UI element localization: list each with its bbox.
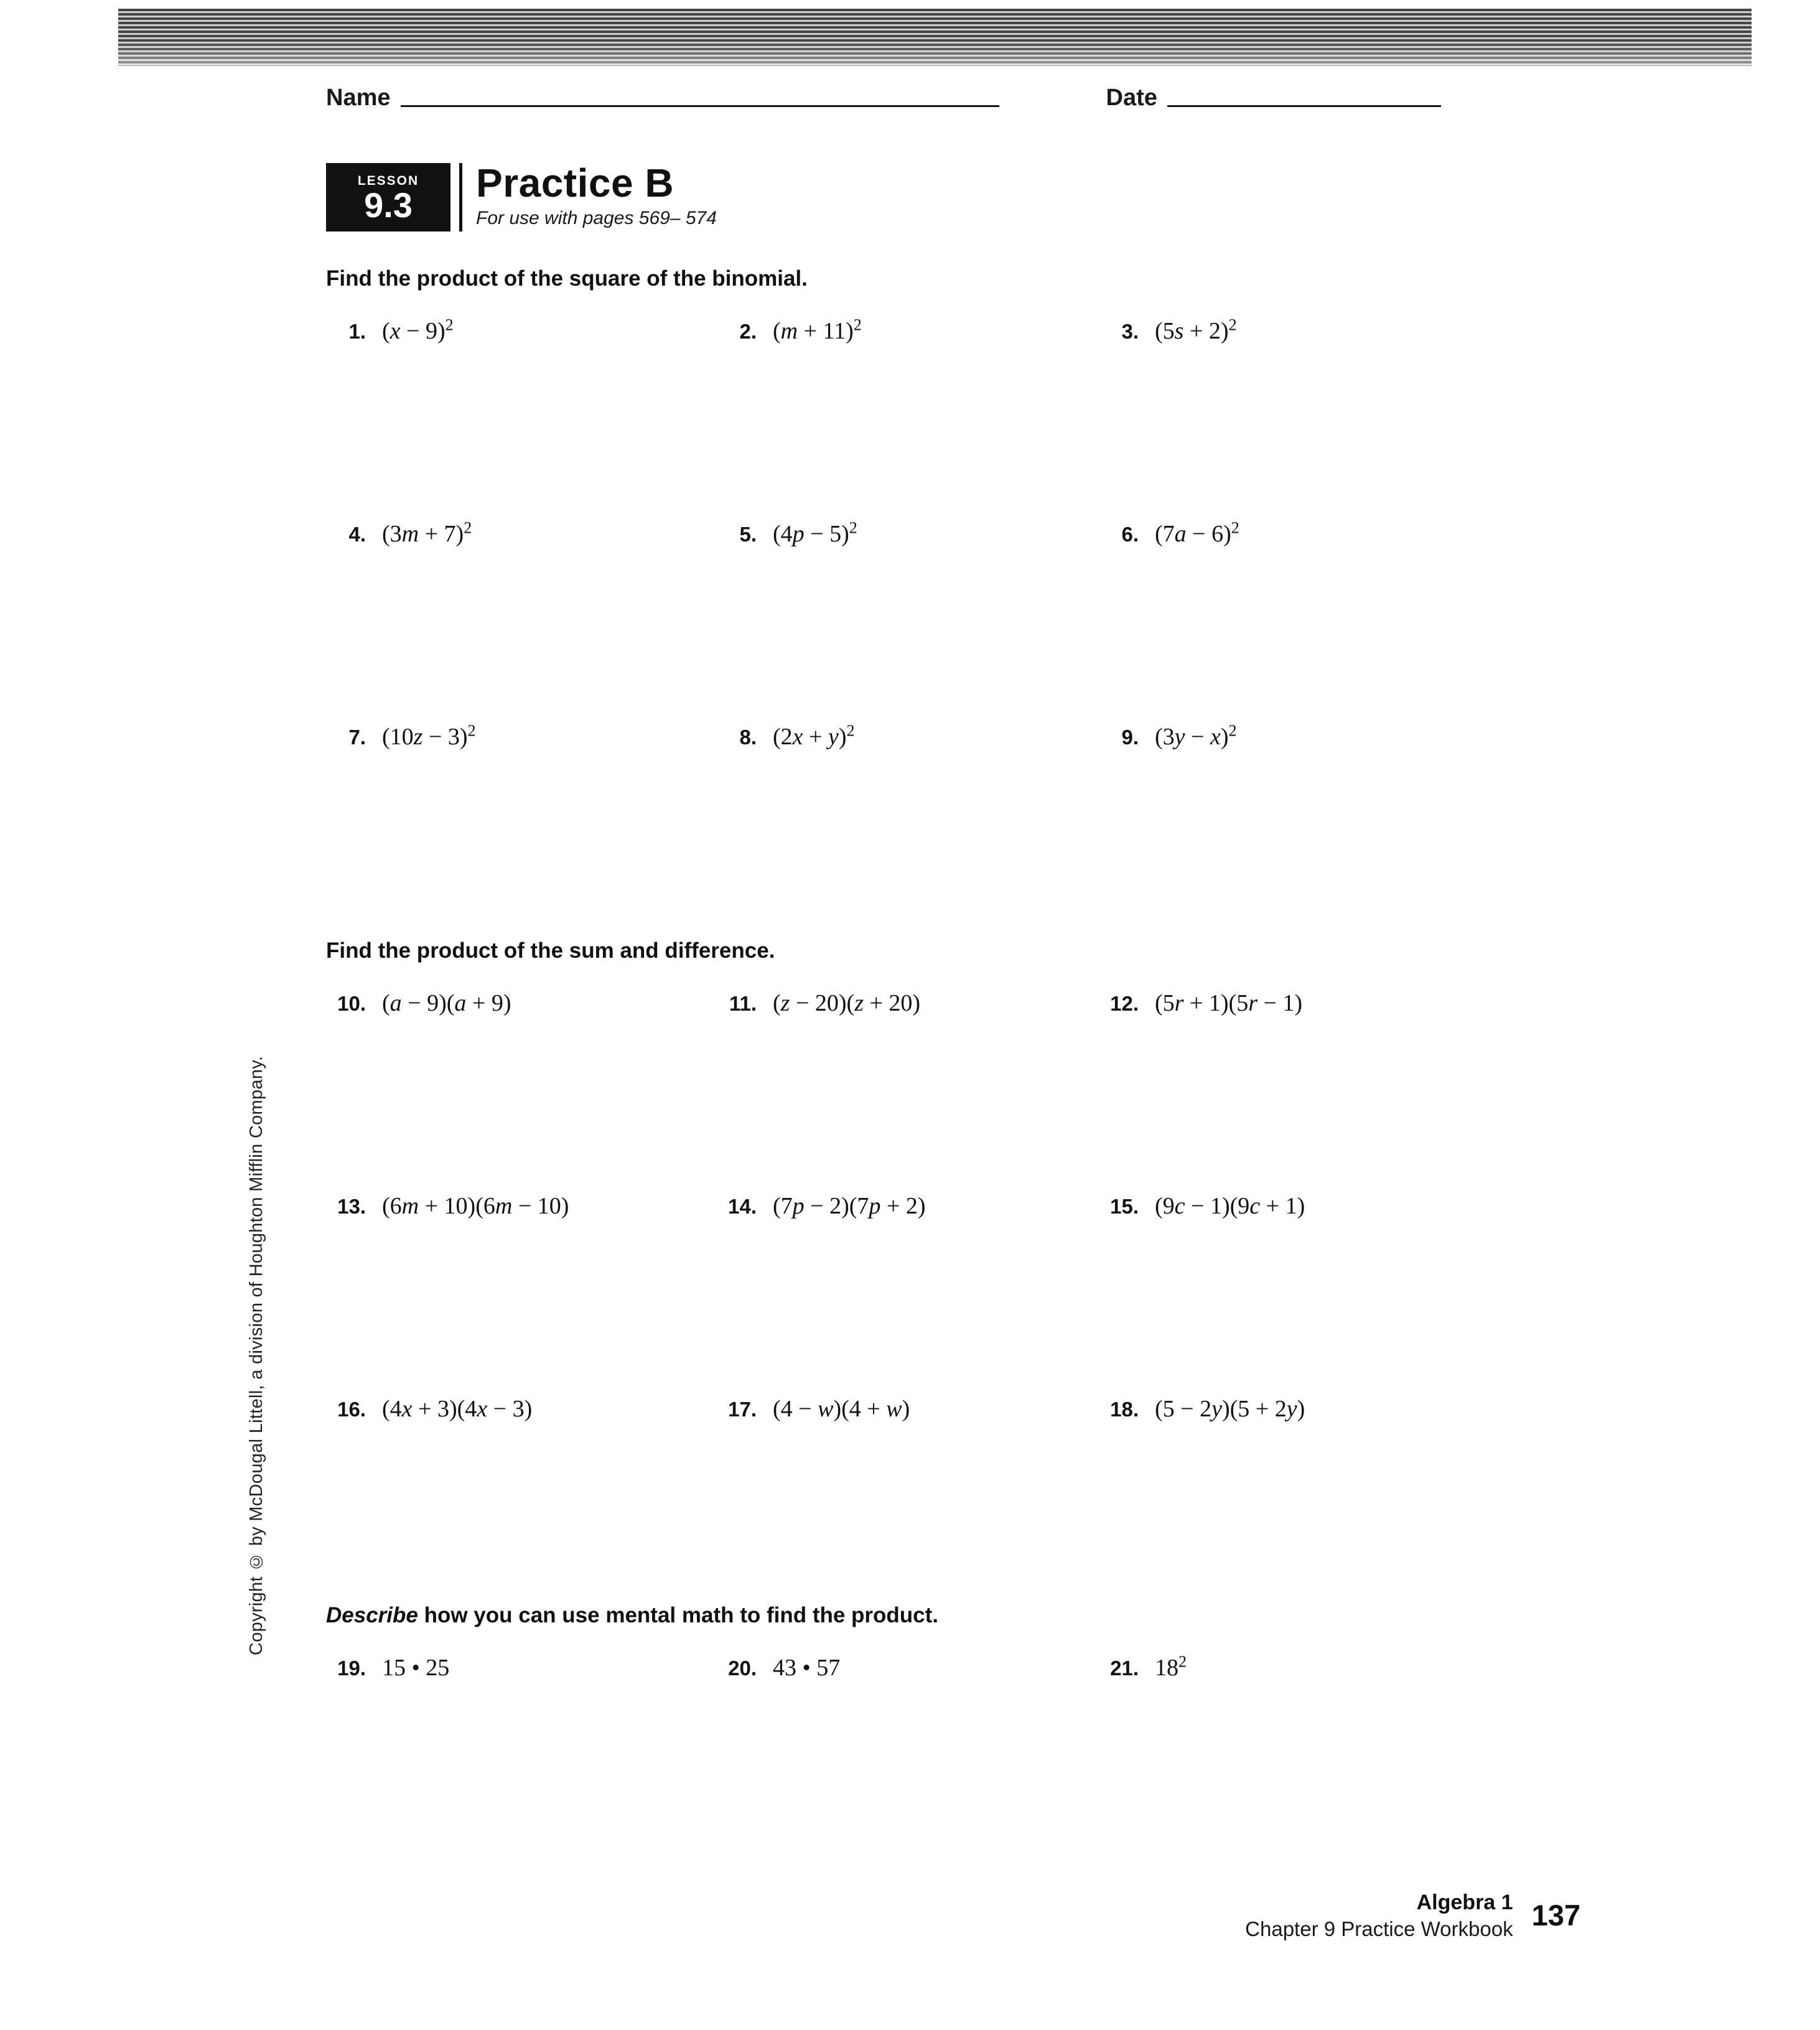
problem-item [326, 1395, 532, 1423]
lesson-badge [326, 163, 450, 232]
section-heading-text: Find the product of the sum and difference. [326, 938, 775, 963]
section-heading-text: Find the product of the square of the binomial. [326, 266, 808, 291]
problem-number: 7. [348, 726, 366, 749]
problem-expression: $(2x + y)^2$ [773, 721, 855, 751]
problem-expression: (9c − 1)(9c + 1) [1155, 1193, 1305, 1220]
problem-number: 13. [337, 1195, 366, 1218]
title-text [459, 163, 717, 232]
book-title: Algebra 1 [1416, 1891, 1513, 1914]
problem-expression: 43 • 57 [773, 1655, 841, 1682]
section-heading-text: how you can use mental math to find the product. [418, 1603, 939, 1627]
problem-row [0, 520, 1820, 723]
name-label: Name [326, 85, 391, 111]
problem-expression: $(10z - 3)^2$ [382, 721, 476, 751]
problem-number: 15. [1110, 1195, 1139, 1218]
problem-number: 8. [739, 726, 757, 749]
problem-number: 1. [348, 320, 366, 344]
problem-item [326, 1192, 569, 1220]
problem-row [0, 1192, 1820, 1395]
problem-item [1099, 1395, 1305, 1423]
problems-grid [0, 1654, 1820, 1857]
name-date-row [326, 86, 1487, 111]
problem-item [1099, 1654, 1187, 1682]
problem-expression: $(3y - x)^2$ [1155, 721, 1237, 751]
problem-item [717, 317, 862, 345]
section-heading-lead: Describe [326, 1603, 418, 1627]
problem-number: 6. [1121, 523, 1139, 546]
problem-item [717, 723, 855, 751]
problem-number: 5. [739, 523, 757, 546]
problem-item [326, 989, 511, 1017]
problem-number: 10. [337, 992, 366, 1016]
problem-number: 14. [728, 1195, 757, 1218]
footer-text-column [1245, 1889, 1513, 1942]
page-title: Practice B [476, 161, 674, 205]
section-heading [326, 266, 1820, 291]
problems-grid [0, 317, 1820, 926]
problem-number: 19. [337, 1657, 366, 1680]
problem-number: 20. [728, 1657, 757, 1680]
page-number: 137 [1531, 1899, 1580, 1932]
problem-expression: (4 − w)(4 + w) [773, 1396, 910, 1423]
problem-item [1099, 723, 1237, 751]
section-heading [326, 938, 1820, 963]
problem-expression: $(m + 11)^2$ [773, 316, 862, 345]
problem-expression: (4x + 3)(4x − 3) [382, 1396, 533, 1423]
lesson-badge-label: LESSON [357, 174, 419, 189]
problem-expression: (5r + 1)(5r − 1) [1155, 990, 1303, 1017]
problem-item [1099, 317, 1237, 345]
problem-number: 12. [1110, 992, 1139, 1016]
problem-expression: $18^2$ [1155, 1652, 1187, 1682]
chapter-title: Chapter 9 Practice Workbook [1245, 1917, 1513, 1940]
date-label: Date [1106, 85, 1157, 111]
lesson-number: 9.3 [364, 185, 413, 225]
problem-row [0, 317, 1820, 520]
problem-item [717, 989, 920, 1017]
date-input-line[interactable] [1167, 105, 1441, 107]
problem-number: 3. [1121, 320, 1139, 344]
problem-item [1099, 520, 1239, 548]
problem-item [717, 520, 857, 548]
problem-number: 2. [739, 320, 757, 344]
problem-expression: (5 − 2y)(5 + 2y) [1155, 1396, 1305, 1423]
problem-number: 18. [1110, 1398, 1139, 1421]
problem-expression: (a − 9)(a + 9) [382, 990, 511, 1017]
section-mental-math [0, 1603, 1820, 1857]
problem-row [0, 1395, 1820, 1598]
problem-row [0, 1654, 1820, 1857]
problem-expression: $(7a - 6)^2$ [1155, 518, 1239, 548]
section-squares [0, 266, 1820, 926]
problem-item [326, 723, 476, 751]
problem-expression: $(3m + 7)^2$ [382, 518, 472, 548]
problem-item [717, 1654, 840, 1682]
problem-item [717, 1395, 910, 1423]
problem-item [1099, 1192, 1305, 1220]
name-input-line[interactable] [401, 105, 999, 107]
problem-expression: (z − 20)(z + 20) [773, 990, 921, 1017]
problem-item [717, 1192, 926, 1220]
problem-item [326, 317, 454, 345]
problem-number: 21. [1110, 1657, 1139, 1680]
section-heading [326, 1603, 1820, 1628]
problem-expression: $(4p - 5)^2$ [773, 518, 857, 548]
problem-number: 17. [728, 1398, 757, 1421]
copyright-vertical-text: Copyright © by McDougal Littell, a division of Houghton Mifflin Company. [246, 1055, 266, 1655]
problem-expression: 15 • 25 [382, 1655, 450, 1682]
problem-expression: $(x - 9)^2$ [382, 316, 454, 345]
problem-expression: (6m + 10)(6m − 10) [382, 1193, 569, 1220]
problem-number: 11. [729, 992, 757, 1016]
page-subtitle: For use with pages 569– 574 [476, 208, 717, 228]
problems-grid [0, 989, 1820, 1598]
problem-item [1099, 989, 1302, 1017]
problem-item [326, 1654, 449, 1682]
page-footer [1245, 1889, 1580, 1942]
title-block [326, 163, 717, 232]
problem-expression: $(5s + 2)^2$ [1155, 316, 1237, 345]
section-sum-difference [0, 938, 1820, 1598]
decorative-stripes-banner [118, 9, 1752, 66]
problem-row [0, 723, 1820, 926]
problem-number: 4. [348, 523, 366, 546]
problem-number: 9. [1121, 726, 1139, 749]
problem-item [326, 520, 472, 548]
problem-number: 16. [337, 1398, 366, 1421]
problem-row [0, 989, 1820, 1192]
problem-expression: (7p − 2)(7p + 2) [773, 1193, 926, 1220]
